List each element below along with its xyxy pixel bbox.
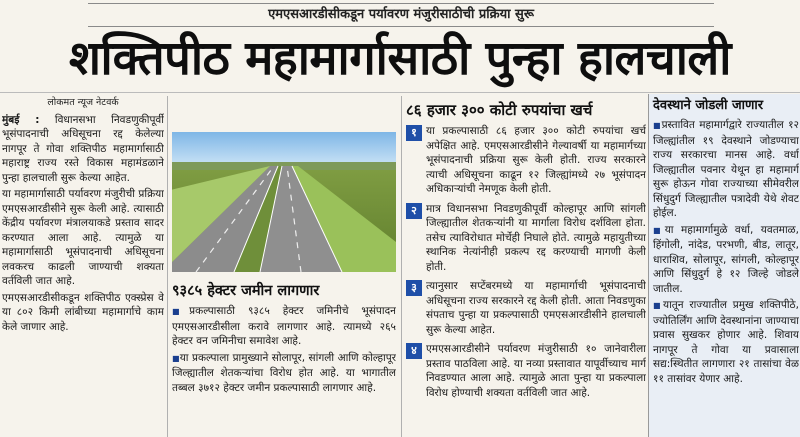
headline: शक्तिपीठ महामार्गासाठी पुन्हा हालचाली (69, 31, 731, 86)
subhead-temples: देवस्थाने जोडली जाणार (653, 98, 764, 113)
sidebar-paragraph-1: ■ प्रस्तावित महामार्गद्वारे राज्यातील १२ जिल्ह्यांतील १९ देवस्थाने जोडण्याचा राज्य सरकारचा मानस आहे. वर्धा जिल्ह्यातील पवनार येथून हा महामार्ग सुरू होऊन गोवा राज्याच्या सीमेवरील सिंधुदुर्ग जिल्ह्यातील पत्रादेवी येथे शेवट होईल. (653, 118, 799, 221)
highway-photo (172, 132, 396, 272)
sidebar-paragraph-2: ■ या महामार्गामुळे वर्धा, यवतमाळ, हिंगोली, नांदेड, परभणी, बीड, लातूर, धाराशिव, सोलापूर, सांगली, कोल्हापूर आणि सिंधुदुर्ग हे १२ जिल्हे जोडले जातील. (653, 223, 799, 297)
numbered-item-text: या प्रकल्पासाठी ८६ हजार ३०० कोटी रुपयांचा खर्च अपेक्षित आहे. एमएसआरडीसीने गेल्यावर्षी या महामार्गच्या भूसंपादनाची प्रक्रिया सुरू केली होती. राज्य सरकारने त्याची अधिसूचना काढून १२ जिल्ह्यांमध्ये २७ भूसंपादन अधिकाऱ्यांची नेमणूक केली होती. (426, 125, 646, 195)
left-paragraph-1 (2, 113, 164, 186)
middle-column (172, 304, 396, 437)
left-paragraph-2: या महामार्गासाठी पर्यावरण मंजुरीची प्रक्रिया एमएसआरडीसीने सुरू केली आहे. त्यासाठी केंद्रीय पर्यावरण मंत्रालयाकडे प्रस्ताव सादर करण्यात आला आहे. त्यामुळे या महामार्गासाठी भूसंपादनाची अधिसूचना लवकरच काढली जाण्याची शक्यता वर्तविली जात आहे. (2, 188, 164, 287)
sidebar-paragraph-3: ■ यातून राज्यातील प्रमुख शक्तिपीठे, ज्योतिर्लिंग आणि देवस्थानांना जाण्याचा प्रवास सुखकर होणार आहे. शिवाय नागपूर ते गोवा या प्रवासाला सद्य:स्थितीत लागणारा २१ तासांचा वेळ ११ तासांवर येणार आहे. (653, 298, 799, 386)
left-p1-text: विधानसभा निवडणुकीपूर्वी भूसंपादनाची अधिसूचना रद्द केलेल्या नागपूर ते गोवा शक्तिपीठ महामार्गासाठी महाराष्ट्र राज्य रस्ते विकास महामंडळाने पुन्हा हालचाली सुरू केल्या आहेत. (2, 113, 164, 184)
numbered-item (406, 124, 646, 199)
numbered-item (406, 279, 646, 339)
numbered-item (406, 342, 646, 402)
number-badge: २ (406, 203, 422, 219)
column-divider (167, 96, 168, 437)
sidebar-column (653, 118, 799, 436)
numbered-item-text: त्यानुसार सप्टेंबरमध्ये या महामार्गाची भूसंपादनाची अधिसूचना राज्य सरकारने रद्द केली होती. आता निवडणुका संपताच पुन्हा या प्रकल्पासाठी एमएसआरडीसीने हालचाली सुरू केल्या आहेत. (426, 280, 646, 336)
numbered-item-text: मात्र विधानसभा निवडणुकीपूर्वी कोल्हापूर आणि सांगली जिल्ह्यातील शेतकऱ्यांनी या मार्गाला विरोध दर्शविला होता. तसेच त्याविरोधात मोर्चेही निघाले होते. त्यामुळे महायुतीच्या स्थानिक नेत्यांनीही प्रकल्प रद्द करण्याची मागणी केली होती. (426, 202, 646, 273)
column-divider (401, 96, 402, 437)
number-badge: १ (406, 125, 422, 141)
numbered-item (406, 202, 646, 277)
mid-paragraph-2: ■ या प्रकल्पाला प्रामुख्याने सोलापूर, सांगली आणि कोल्हापूर जिल्ह्यातील शेतकऱ्यांचा विरोध होत आहे. या भागातील तब्बल ३७१२ हेक्टर जमीन प्रकल्पासाठी लागणार आहे. (172, 351, 396, 396)
sidebar-box (648, 94, 800, 437)
kicker: एमएसआरडीसीकडून पर्यावरण मंजुरीसाठीची प्रक्रिया सुरू (88, 3, 714, 27)
left-paragraph-3: एमएसआरडीसीकडून शक्तिपीठ एक्स्प्रेस वे या ८०२ किमी लांबीच्या महामार्गाचे काम केले जाणार आहे. (2, 291, 164, 333)
mid-paragraph-1: ■ प्रकल्पासाठी ९३८५ हेक्टर जमिनीचे भूसंपादन एमएसआरडीसीला करावे लागणार आहे. त्यामध्ये २६५ हेक्टर वन जमिनीचा समावेश आहे. (172, 304, 396, 349)
number-badge: ३ (406, 280, 422, 296)
headline-rule (0, 92, 800, 93)
kicker-wrap (0, 3, 800, 27)
left-column (2, 96, 164, 437)
right-column (406, 124, 646, 437)
subhead-cost: ८६ हजार ३०० कोटी रुपयांचा खर्च (406, 101, 593, 119)
byline: लोकमत न्यूज नेटवर्क (47, 97, 119, 108)
number-badge: ४ (406, 343, 422, 359)
dateline: मुंबई : (2, 113, 40, 126)
numbered-item-text: एमएसआरडीसीने पर्यावरण मंजुरीसाठी १० जानेवारीला प्रस्ताव पाठविला आहे. या नव्या प्रस्तावात यापूर्वीच्याच मार्ग निवडण्यात आला आहे. त्यामुळे आता पुन्हा या प्रकल्पाला विरोध होण्याची शक्यता वर्तविली जात आहे. (426, 343, 646, 399)
highway-photo-image (172, 132, 396, 272)
subhead-land-required: ९३८५ हेक्टर जमीन लागणार (172, 283, 320, 299)
